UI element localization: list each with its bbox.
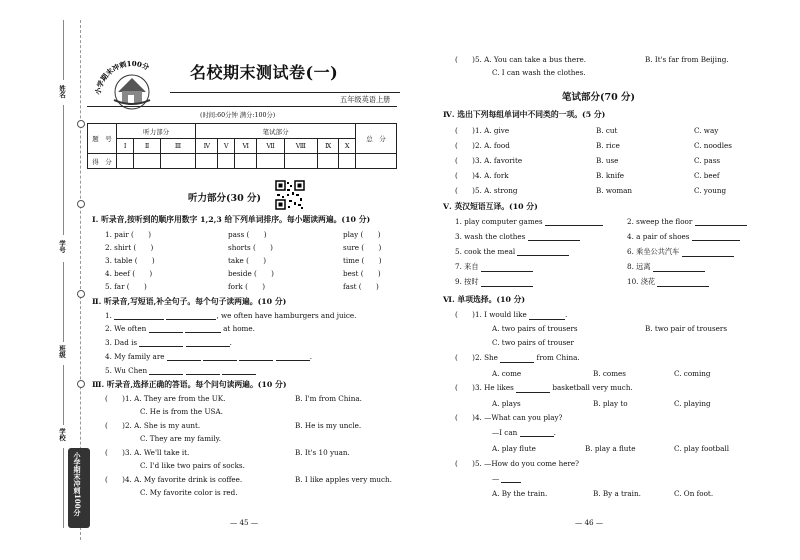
question-item: ( )4. A. fork bbox=[455, 171, 509, 180]
option-a: A. plays bbox=[492, 399, 521, 408]
option-c: C. way bbox=[694, 126, 719, 135]
question-item: ( )3. A. We'll take it. bbox=[105, 448, 190, 457]
col-header: Ⅴ bbox=[218, 139, 235, 154]
binding-hole-icon bbox=[77, 290, 85, 298]
answer-line: — bbox=[492, 474, 521, 483]
option-a: A. play flute bbox=[492, 444, 536, 453]
phrase-item: 2. sweep the floor bbox=[627, 217, 747, 226]
score-cell[interactable] bbox=[235, 154, 257, 169]
option-c: C. two pairs of trouser bbox=[492, 338, 574, 347]
question-item: ( )4. A. My favorite drink is coffee. bbox=[105, 475, 243, 484]
score-cell[interactable] bbox=[317, 154, 338, 169]
binding-hole-icon bbox=[77, 120, 85, 128]
written-section-title: 笔试部分(70 分) bbox=[562, 92, 636, 103]
word-item: shorts ( ) bbox=[228, 243, 273, 252]
margin-line bbox=[63, 105, 64, 235]
exam-info: (时间:60分钟 满分:100分) bbox=[200, 112, 276, 119]
question-item: ( )1. I would like . bbox=[455, 310, 568, 319]
word-item: 2. shirt ( ) bbox=[105, 243, 154, 252]
col-header: Ⅳ bbox=[196, 139, 218, 154]
score-cell[interactable] bbox=[218, 154, 235, 169]
page-title: 名校期末测试卷(一) bbox=[190, 63, 339, 82]
question-item: ( )5. —How do you come here? bbox=[455, 459, 579, 468]
phrase-item: 4. a pair of shoes bbox=[627, 232, 740, 241]
word-item: fast ( ) bbox=[343, 282, 379, 291]
option-b: B. two pair of trousers bbox=[645, 324, 728, 333]
word-item: best ( ) bbox=[343, 269, 381, 278]
page-number: — 45 — bbox=[230, 518, 259, 527]
score-table-header: 题 号 bbox=[88, 124, 117, 154]
section-2-title: Ⅱ. 听录音,写短语,补全句子。每个句子读两遍。(10 分) bbox=[92, 297, 287, 306]
divider bbox=[87, 106, 397, 107]
margin-badge-text: 小学期末冲刺100分 bbox=[73, 452, 82, 516]
house-logo-icon bbox=[92, 50, 172, 110]
phrase-item: 7. 来自 bbox=[455, 262, 533, 272]
col-header: Ⅰ bbox=[117, 139, 134, 154]
col-header: Ⅵ bbox=[235, 139, 257, 154]
score-cell[interactable] bbox=[117, 154, 134, 169]
fill-sentence: 3. Dad is . bbox=[105, 338, 232, 347]
phrase-item: 3. wash the clothes bbox=[455, 232, 580, 241]
logo-arc-text: 小学期末冲刺100分 bbox=[93, 58, 151, 96]
listening-header: 听力部分 bbox=[117, 124, 196, 139]
binding-hole-icon bbox=[77, 380, 85, 388]
fill-sentence: 5. Wu Chen bbox=[105, 366, 256, 375]
option-b: B. I like apples very much. bbox=[295, 475, 392, 484]
question-item: ( )2. A. She is my aunt. bbox=[105, 421, 201, 430]
col-header: Ⅸ bbox=[317, 139, 338, 154]
col-header: Ⅱ bbox=[134, 139, 160, 154]
word-item: pass ( ) bbox=[228, 230, 267, 239]
word-item: 1. pair ( ) bbox=[105, 230, 152, 239]
option-c: C. I'd like two pairs of socks. bbox=[140, 461, 245, 470]
option-a: A. By the train. bbox=[492, 489, 548, 498]
question-item: ( )5. A. You can take a bus there. bbox=[455, 55, 587, 64]
question-item: ( )2. She from China. bbox=[455, 353, 580, 362]
score-table bbox=[87, 123, 397, 169]
margin-badge bbox=[68, 448, 90, 528]
option-c: C. noodles bbox=[694, 141, 732, 150]
word-item: take ( ) bbox=[228, 256, 267, 265]
word-item: sure ( ) bbox=[343, 243, 382, 252]
score-cell[interactable] bbox=[160, 154, 196, 169]
score-cell[interactable] bbox=[257, 154, 285, 169]
option-c: C. beef bbox=[694, 171, 720, 180]
listening-section-title: 听力部分(30 分) bbox=[188, 193, 262, 204]
margin-line bbox=[63, 262, 64, 342]
col-header: Ⅹ bbox=[339, 139, 356, 154]
option-b: B. woman bbox=[596, 186, 633, 195]
question-item: ( )3. He likes basketball very much. bbox=[455, 383, 633, 392]
answer-line: —I can . bbox=[492, 428, 556, 437]
option-b: B. He is my uncle. bbox=[295, 421, 362, 430]
margin-line bbox=[63, 365, 64, 425]
section-1-title: Ⅰ. 听录音,按听到的顺序用数字 1,2,3 给下列单词排序。每小题读两遍。(10 分) bbox=[92, 215, 371, 224]
word-item: beside ( ) bbox=[228, 269, 274, 278]
option-a: A. come bbox=[492, 369, 522, 378]
score-cell[interactable] bbox=[284, 154, 317, 169]
question-item: ( )5. A. strong bbox=[455, 186, 518, 195]
option-b: B. It's 10 yuan. bbox=[295, 448, 350, 457]
question-item: ( )2. A. food bbox=[455, 141, 510, 150]
page-number: — 46 — bbox=[575, 518, 604, 527]
logo bbox=[92, 50, 172, 110]
score-row-label: 得 分 bbox=[88, 154, 117, 169]
option-b: B. play a flute bbox=[585, 444, 636, 453]
word-item: 4. beef ( ) bbox=[105, 269, 153, 278]
option-c: C. pass bbox=[694, 156, 721, 165]
phrase-item: 10. 浇花 bbox=[627, 277, 709, 287]
margin-line bbox=[63, 20, 64, 80]
fill-sentence: 4. My family are . bbox=[105, 352, 313, 361]
option-c: C. I can wash the clothes. bbox=[492, 68, 586, 77]
col-header: Ⅲ bbox=[160, 139, 196, 154]
section-6-title: Ⅵ. 单项选择。(10 分) bbox=[443, 295, 526, 304]
option-b: B. knife bbox=[596, 171, 625, 180]
score-cell[interactable] bbox=[339, 154, 356, 169]
option-b: B. play to bbox=[593, 399, 628, 408]
option-c: C. play football bbox=[674, 444, 730, 453]
section-4-title: Ⅳ. 选出下列每组单词中不同类的一项。(5 分) bbox=[443, 110, 606, 119]
phrase-item: 9. 按时 bbox=[455, 277, 533, 287]
word-item: time ( ) bbox=[343, 256, 382, 265]
written-header: 笔试部分 bbox=[196, 124, 356, 139]
binding-hole-icon bbox=[77, 200, 85, 208]
phrase-item: 6. 乘坐公共汽车 bbox=[627, 247, 734, 257]
phrase-item: 1. play computer games bbox=[455, 217, 603, 226]
option-a: A. two pairs of trousers bbox=[492, 324, 578, 333]
option-b: B. It's far from Beijing. bbox=[645, 55, 729, 64]
score-cell[interactable] bbox=[134, 154, 160, 169]
word-item: play ( ) bbox=[343, 230, 381, 239]
margin-id-label: 学号 bbox=[58, 240, 66, 253]
question-item: ( )1. A. give bbox=[455, 126, 510, 135]
fill-sentence: 1. , we often have hamburgers and juice. bbox=[105, 311, 357, 320]
option-c: C. He is from the USA. bbox=[140, 407, 223, 416]
phrase-item: 5. cook the meal bbox=[455, 247, 569, 256]
section-5-title: Ⅴ. 英汉短语互译。(10 分) bbox=[443, 202, 538, 211]
fill-sentence: 2. We often at home. bbox=[105, 324, 255, 333]
word-item: 3. table ( ) bbox=[105, 256, 155, 265]
option-b: B. comes bbox=[593, 369, 626, 378]
option-c: C. On foot. bbox=[674, 489, 714, 498]
option-b: B. rice bbox=[596, 141, 620, 150]
option-b: B. cut bbox=[596, 126, 618, 135]
score-cell[interactable] bbox=[356, 154, 397, 169]
margin-line bbox=[63, 448, 64, 528]
qr-code-icon[interactable] bbox=[275, 180, 305, 210]
question-item: ( )3. A. favorite bbox=[455, 156, 523, 165]
option-c: C. coming bbox=[674, 369, 711, 378]
word-item: fork ( ) bbox=[228, 282, 266, 291]
option-b: B. I'm from China. bbox=[295, 394, 362, 403]
margin-class-label: 班级 bbox=[58, 345, 66, 358]
word-item: 5. far ( ) bbox=[105, 282, 147, 291]
score-cell[interactable] bbox=[196, 154, 218, 169]
section-3-title: Ⅲ. 听录音,选择正确的答语。每个问句读两遍。(10 分) bbox=[92, 380, 287, 389]
col-header: Ⅶ bbox=[257, 139, 285, 154]
total-header: 总 分 bbox=[356, 124, 397, 154]
option-c: C. My favorite color is red. bbox=[140, 488, 238, 497]
option-b: B. By a train. bbox=[593, 489, 641, 498]
divider bbox=[170, 92, 400, 93]
option-c: C. playing bbox=[674, 399, 711, 408]
option-b: B. use bbox=[596, 156, 619, 165]
margin-school-label: 学校 bbox=[58, 428, 66, 441]
grade-label: 五年级英语上册 bbox=[340, 95, 391, 104]
option-c: C. They are my family. bbox=[140, 434, 222, 443]
margin-name-label: 姓名 bbox=[58, 85, 66, 98]
col-header: Ⅷ bbox=[284, 139, 317, 154]
question-item: ( )1. A. They are from the UK. bbox=[105, 394, 226, 403]
option-c: C. young bbox=[694, 186, 727, 195]
phrase-item: 8. 远离 bbox=[627, 262, 705, 272]
question-item: ( )4. —What can you play? bbox=[455, 413, 563, 422]
